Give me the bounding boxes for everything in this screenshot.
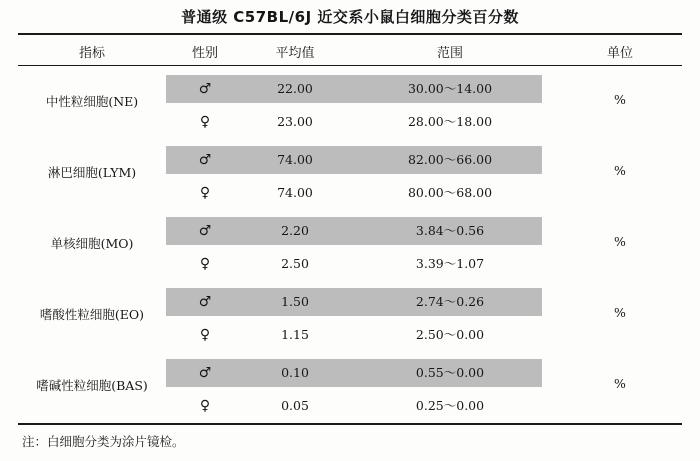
group-unit: %: [614, 234, 626, 249]
female-symbol-icon: ♀: [199, 327, 211, 343]
table-row: [0, 392, 700, 420]
mean-value: 1.15: [281, 327, 309, 342]
mean-value: 2.50: [281, 256, 309, 271]
table-bottom-rule: [18, 423, 682, 425]
range-value: 0.25～0.00: [415, 398, 485, 413]
male-symbol-icon: ♂: [198, 152, 212, 168]
male-symbol-icon: ♂: [198, 81, 212, 97]
group-name: 单核细胞(MO): [50, 236, 134, 251]
mean-value: 0.10: [281, 365, 309, 380]
group-unit: %: [614, 163, 626, 178]
mean-value: 23.00: [277, 114, 313, 129]
range-value: 0.55～0.00: [415, 365, 485, 380]
table-footnote: 注：白细胞分类为涂片镜检。: [22, 434, 185, 449]
mean-value: 0.05: [281, 398, 309, 413]
table-row: [0, 146, 700, 174]
group-name: 淋巴细胞(LYM): [47, 165, 137, 180]
mean-value: 22.00: [277, 81, 313, 96]
table-row: [0, 217, 700, 245]
header-rule: [18, 65, 682, 66]
range-value: 80.00～68.00: [407, 185, 493, 200]
range-value: 82.00～66.00: [407, 152, 493, 167]
female-symbol-icon: ♀: [199, 114, 211, 130]
header-mean: 平均值: [275, 46, 315, 61]
table-row: [0, 359, 700, 387]
group-unit: %: [614, 376, 626, 391]
group-name: 中性粒细胞(NE): [45, 94, 139, 109]
group-unit: %: [614, 92, 626, 107]
group-unit: %: [614, 305, 626, 320]
female-symbol-icon: ♀: [199, 256, 211, 272]
table-row: [0, 179, 700, 207]
range-value: 30.00～14.00: [407, 81, 493, 96]
mean-value: 74.00: [277, 152, 313, 167]
female-symbol-icon: ♀: [199, 398, 211, 414]
header-indicator: 指标: [78, 46, 105, 61]
range-value: 28.00～18.00: [407, 114, 493, 129]
range-value: 3.84～0.56: [415, 223, 485, 238]
table-row: [0, 288, 700, 316]
range-value: 2.50～0.00: [415, 327, 485, 342]
header-sex: 性别: [191, 46, 218, 61]
table-row: [0, 108, 700, 136]
mean-value: 74.00: [277, 185, 313, 200]
table-top-rule: [18, 33, 682, 35]
range-value: 2.74～0.26: [415, 294, 485, 309]
female-symbol-icon: ♀: [199, 185, 211, 201]
group-name: 嗜酸性粒细胞(EO): [39, 307, 145, 322]
table-row: [0, 250, 700, 278]
male-symbol-icon: ♂: [198, 365, 212, 381]
table-row: [0, 321, 700, 349]
male-symbol-icon: ♂: [198, 294, 212, 310]
table-title: 普通级 C57BL/6J 近交系小鼠白细胞分类百分数: [181, 8, 519, 26]
header-unit: 单位: [606, 46, 633, 61]
male-symbol-icon: ♂: [198, 223, 212, 239]
mean-value: 2.20: [281, 223, 309, 238]
table-row: [0, 75, 700, 103]
mean-value: 1.50: [281, 294, 309, 309]
header-range: 范围: [436, 46, 463, 61]
range-value: 3.39～1.07: [415, 256, 485, 271]
group-name: 嗜碱性粒细胞(BAS): [36, 378, 148, 393]
